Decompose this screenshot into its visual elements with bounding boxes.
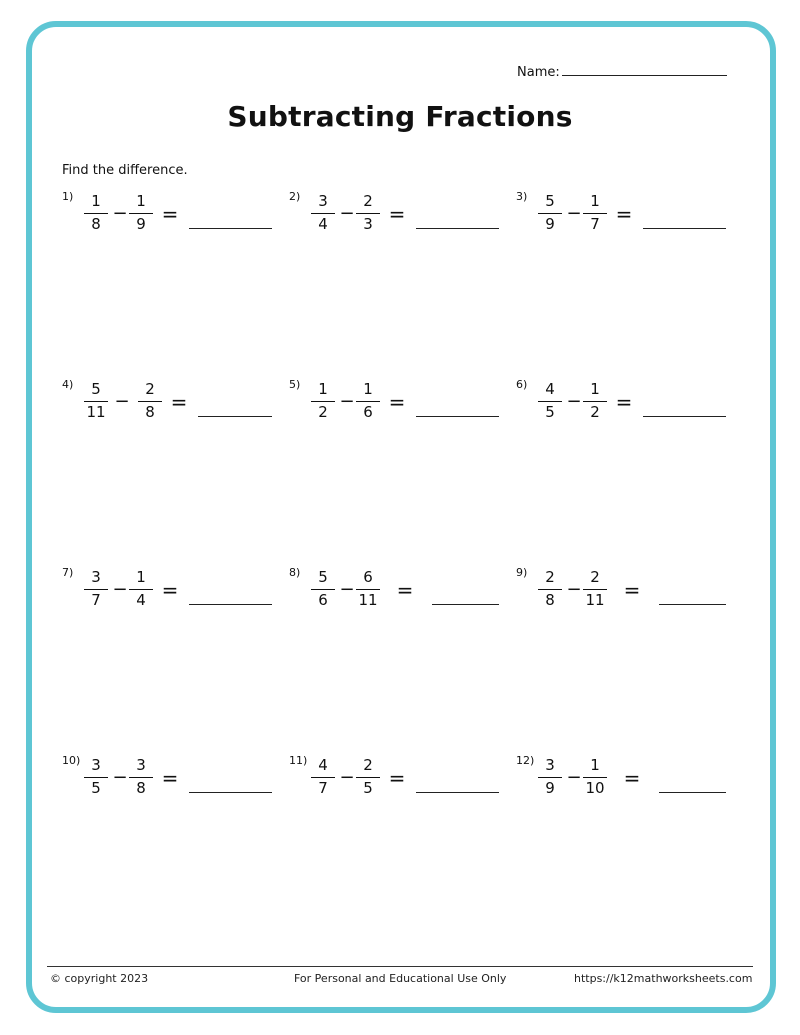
name-blank[interactable] bbox=[562, 63, 727, 76]
problem-number: 4) bbox=[62, 378, 74, 391]
second-fraction bbox=[583, 568, 607, 610]
second-denominator: 3 bbox=[363, 215, 373, 233]
first-denominator: 9 bbox=[545, 215, 555, 233]
equals-sign: = bbox=[170, 390, 188, 414]
second-denominator: 2 bbox=[590, 403, 600, 421]
footer-website[interactable]: https://k12mathworksheets.com bbox=[574, 972, 753, 985]
second-denominator: 9 bbox=[136, 215, 146, 233]
second-fraction bbox=[356, 568, 380, 610]
equals-sign: = bbox=[388, 766, 406, 790]
second-numerator: 1 bbox=[590, 192, 600, 210]
second-fraction bbox=[583, 380, 607, 422]
minus-sign: − bbox=[339, 391, 355, 412]
instructions: Find the difference. bbox=[62, 163, 188, 178]
equals-sign: = bbox=[623, 766, 641, 790]
first-denominator: 11 bbox=[86, 403, 106, 421]
problem-6 bbox=[516, 376, 736, 436]
first-fraction bbox=[84, 756, 108, 798]
fraction-bar bbox=[356, 401, 380, 402]
problem-2 bbox=[289, 188, 509, 248]
first-fraction bbox=[311, 568, 335, 610]
second-numerator: 1 bbox=[136, 568, 146, 586]
problem-number: 2) bbox=[289, 190, 301, 203]
fraction-bar bbox=[583, 589, 607, 590]
first-numerator: 3 bbox=[318, 192, 328, 210]
fraction-bar bbox=[356, 777, 380, 778]
minus-sign: − bbox=[566, 203, 582, 224]
equals-sign: = bbox=[388, 390, 406, 414]
second-fraction bbox=[129, 568, 153, 610]
first-fraction bbox=[84, 380, 108, 422]
fraction-bar bbox=[129, 777, 153, 778]
problem-number: 5) bbox=[289, 378, 301, 391]
equals-sign: = bbox=[396, 578, 414, 602]
answer-blank[interactable] bbox=[659, 792, 726, 793]
second-numerator: 1 bbox=[136, 192, 146, 210]
fraction-bar bbox=[129, 213, 153, 214]
second-numerator: 1 bbox=[363, 380, 373, 398]
equals-sign: = bbox=[388, 202, 406, 226]
problem-10 bbox=[62, 752, 282, 812]
problem-number: 10) bbox=[62, 754, 81, 767]
second-denominator: 8 bbox=[136, 779, 146, 797]
equals-sign: = bbox=[623, 578, 641, 602]
equals-sign: = bbox=[615, 202, 633, 226]
first-denominator: 7 bbox=[318, 779, 328, 797]
fraction-bar bbox=[84, 777, 108, 778]
second-denominator: 10 bbox=[585, 779, 605, 797]
second-denominator: 8 bbox=[145, 403, 155, 421]
problem-11 bbox=[289, 752, 509, 812]
answer-blank[interactable] bbox=[432, 604, 499, 605]
minus-sign: − bbox=[112, 767, 128, 788]
answer-blank[interactable] bbox=[643, 228, 726, 229]
footer-divider bbox=[47, 966, 753, 967]
fraction-bar bbox=[311, 589, 335, 590]
minus-sign: − bbox=[566, 579, 582, 600]
first-fraction bbox=[311, 380, 335, 422]
problem-number: 6) bbox=[516, 378, 528, 391]
equals-sign: = bbox=[161, 766, 179, 790]
problem-12 bbox=[516, 752, 736, 812]
second-fraction bbox=[583, 756, 607, 798]
second-fraction bbox=[129, 192, 153, 234]
first-denominator: 4 bbox=[318, 215, 328, 233]
first-numerator: 1 bbox=[91, 192, 101, 210]
equals-sign: = bbox=[615, 390, 633, 414]
second-denominator: 4 bbox=[136, 591, 146, 609]
problem-number: 12) bbox=[516, 754, 535, 767]
second-numerator: 2 bbox=[590, 568, 600, 586]
answer-blank[interactable] bbox=[416, 416, 499, 417]
problem-number: 9) bbox=[516, 566, 528, 579]
second-numerator: 2 bbox=[363, 192, 373, 210]
first-numerator: 5 bbox=[318, 568, 328, 586]
minus-sign: − bbox=[566, 391, 582, 412]
first-numerator: 4 bbox=[545, 380, 555, 398]
name-field-line bbox=[517, 63, 727, 80]
second-fraction bbox=[138, 380, 162, 422]
equals-sign: = bbox=[161, 202, 179, 226]
fraction-bar bbox=[538, 213, 562, 214]
fraction-bar bbox=[583, 777, 607, 778]
first-fraction bbox=[538, 380, 562, 422]
answer-blank[interactable] bbox=[416, 228, 499, 229]
first-numerator: 3 bbox=[91, 568, 101, 586]
answer-blank[interactable] bbox=[189, 228, 272, 229]
second-fraction bbox=[356, 192, 380, 234]
first-numerator: 5 bbox=[545, 192, 555, 210]
fraction-bar bbox=[311, 777, 335, 778]
second-denominator: 5 bbox=[363, 779, 373, 797]
problem-7 bbox=[62, 564, 282, 624]
first-denominator: 5 bbox=[91, 779, 101, 797]
problem-number: 3) bbox=[516, 190, 528, 203]
problem-number: 7) bbox=[62, 566, 74, 579]
equals-sign: = bbox=[161, 578, 179, 602]
problem-number: 1) bbox=[62, 190, 74, 203]
problem-number: 8) bbox=[289, 566, 301, 579]
minus-sign: − bbox=[339, 203, 355, 224]
problem-number: 11) bbox=[289, 754, 308, 767]
first-fraction bbox=[84, 568, 108, 610]
problem-8 bbox=[289, 564, 509, 624]
fraction-bar bbox=[538, 401, 562, 402]
problem-1 bbox=[62, 188, 282, 248]
second-denominator: 7 bbox=[590, 215, 600, 233]
first-denominator: 5 bbox=[545, 403, 555, 421]
name-label: Name: bbox=[517, 65, 560, 80]
first-fraction bbox=[311, 756, 335, 798]
first-denominator: 8 bbox=[545, 591, 555, 609]
second-numerator: 1 bbox=[590, 756, 600, 774]
first-denominator: 7 bbox=[91, 591, 101, 609]
problem-9 bbox=[516, 564, 736, 624]
second-fraction bbox=[356, 380, 380, 422]
fraction-bar bbox=[538, 589, 562, 590]
fraction-bar bbox=[356, 213, 380, 214]
minus-sign: − bbox=[112, 203, 128, 224]
footer-copyright: © copyright 2023 bbox=[50, 972, 149, 985]
second-fraction bbox=[583, 192, 607, 234]
first-fraction bbox=[538, 192, 562, 234]
second-numerator: 2 bbox=[363, 756, 373, 774]
fraction-bar bbox=[84, 213, 108, 214]
first-fraction bbox=[311, 192, 335, 234]
first-numerator: 1 bbox=[318, 380, 328, 398]
fraction-bar bbox=[538, 777, 562, 778]
first-numerator: 2 bbox=[545, 568, 555, 586]
first-denominator: 9 bbox=[545, 779, 555, 797]
fraction-bar bbox=[84, 589, 108, 590]
minus-sign: − bbox=[339, 579, 355, 600]
answer-blank[interactable] bbox=[643, 416, 726, 417]
fraction-bar bbox=[311, 401, 335, 402]
minus-sign: − bbox=[566, 767, 582, 788]
first-numerator: 3 bbox=[91, 756, 101, 774]
minus-sign: − bbox=[339, 767, 355, 788]
second-numerator: 2 bbox=[145, 380, 155, 398]
first-denominator: 8 bbox=[91, 215, 101, 233]
answer-blank[interactable] bbox=[198, 416, 272, 417]
answer-blank[interactable] bbox=[189, 604, 272, 605]
first-fraction bbox=[538, 568, 562, 610]
fraction-bar bbox=[583, 401, 607, 402]
second-numerator: 3 bbox=[136, 756, 146, 774]
first-denominator: 6 bbox=[318, 591, 328, 609]
fraction-bar bbox=[311, 213, 335, 214]
fraction-bar bbox=[129, 589, 153, 590]
fraction-bar bbox=[583, 213, 607, 214]
second-denominator: 6 bbox=[363, 403, 373, 421]
first-numerator: 4 bbox=[318, 756, 328, 774]
answer-blank[interactable] bbox=[189, 792, 272, 793]
minus-sign: − bbox=[112, 579, 128, 600]
second-numerator: 6 bbox=[363, 568, 373, 586]
first-denominator: 2 bbox=[318, 403, 328, 421]
first-numerator: 5 bbox=[91, 380, 101, 398]
minus-sign: − bbox=[114, 391, 130, 412]
second-fraction bbox=[356, 756, 380, 798]
fraction-bar bbox=[138, 401, 162, 402]
footer-usage: For Personal and Educational Use Only bbox=[294, 972, 507, 985]
answer-blank[interactable] bbox=[416, 792, 499, 793]
first-fraction bbox=[84, 192, 108, 234]
problem-4 bbox=[62, 376, 282, 436]
first-fraction bbox=[538, 756, 562, 798]
answer-blank[interactable] bbox=[659, 604, 726, 605]
second-fraction bbox=[129, 756, 153, 798]
second-denominator: 11 bbox=[585, 591, 605, 609]
fraction-bar bbox=[84, 401, 108, 402]
second-numerator: 1 bbox=[590, 380, 600, 398]
second-denominator: 11 bbox=[358, 591, 378, 609]
fraction-bar bbox=[356, 589, 380, 590]
first-numerator: 3 bbox=[545, 756, 555, 774]
problem-3 bbox=[516, 188, 736, 248]
page-title: Subtracting Fractions bbox=[227, 100, 573, 133]
problem-5 bbox=[289, 376, 509, 436]
